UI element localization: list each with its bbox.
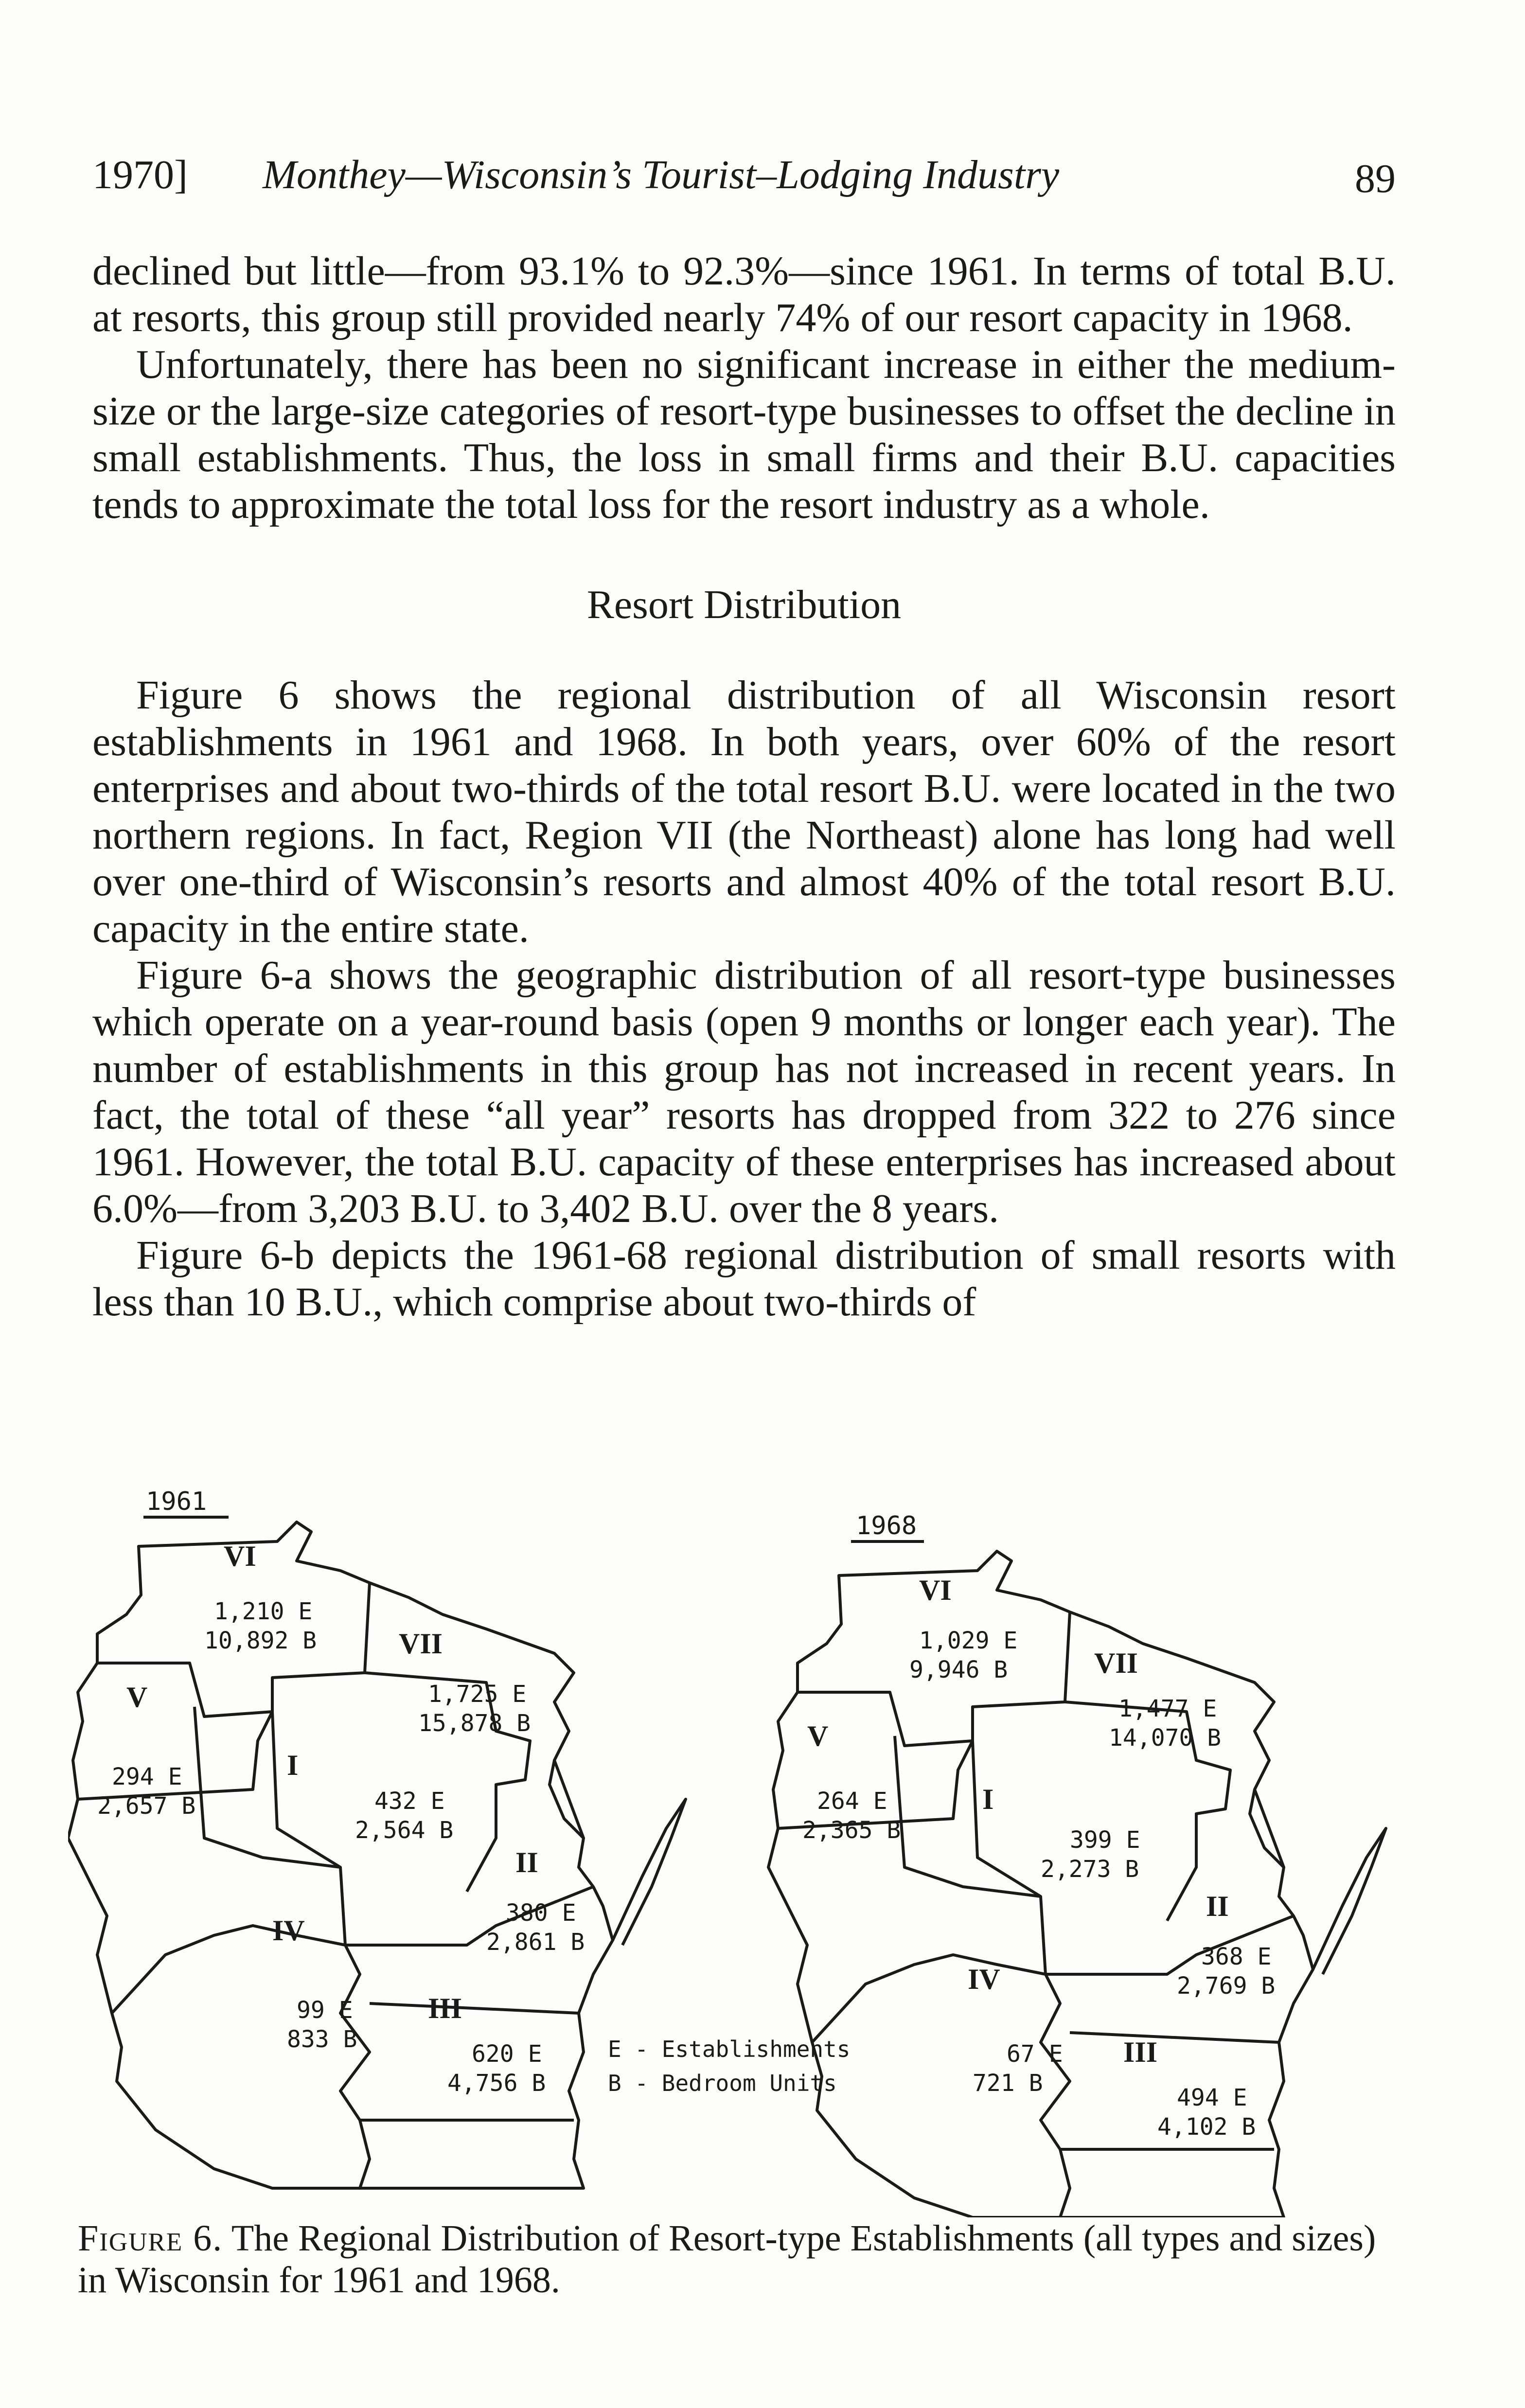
region-bedroom-units: 2,564 B: [355, 1817, 454, 1844]
map-1961-year: 1961: [146, 1488, 207, 1516]
region-numeral: VII: [399, 1628, 443, 1660]
paragraph: Unfortunately, there has been no significant increase in either the medium-size or the large-size categories of resort-type businesses to offset the decline in small establishments. Thus, the loss in small firms and their B.U. capacities tends to approximate the total loss for the resort industry as a whole.: [92, 342, 1396, 527]
region-establishments: 1,477 E: [1118, 1695, 1217, 1722]
region-numeral: VII: [1094, 1647, 1138, 1679]
region-bedroom-units: 15,878 B: [418, 1710, 531, 1737]
running-head: [92, 146, 1396, 204]
page-number: 89: [1355, 156, 1396, 201]
region-establishments: 294 E: [112, 1763, 182, 1790]
region-numeral: I: [287, 1749, 299, 1781]
region-numeral: IV: [272, 1914, 305, 1947]
paragraph: Figure 6 shows the regional distribution of all Wisconsin resort establishments in 1961 and 1968. In both years, over 60% of the resort enterprises and about two-thirds of the total resort B.U. were located in the two northern regions. In fact, Region VII (the Northeast) alone has long had well over one-third of Wisconsin’s resorts and almost 40% of the total resort B.U. capacity in the entire state.: [92, 673, 1396, 951]
region-establishments: 99 E: [297, 1997, 353, 2024]
legend-establishments: E - Establishments: [608, 2036, 851, 2062]
region-establishments: 1,725 E: [428, 1681, 527, 1708]
region-numeral: V: [126, 1681, 148, 1713]
region-bedroom-units: 4,756 B: [447, 2070, 546, 2097]
map-1968-year: 1968: [856, 1511, 917, 1540]
region-numeral: VI: [224, 1540, 256, 1572]
running-title: Monthey—Wisconsin’s Tourist–Lodging Industry: [263, 152, 1060, 197]
legend-bedroom-units: B - Bedroom Units: [608, 2070, 837, 2096]
figure-caption: [78, 2217, 1391, 2301]
paragraph: Figure 6-b depicts the 1961-68 regional distribution of small resorts with less than 10 B.U., which comprise about two-thirds of: [92, 1233, 1396, 1325]
region-establishments: 1,210 E: [214, 1598, 313, 1625]
map-1961-outline: [68, 1522, 686, 2188]
region-establishments: 494 E: [1177, 2084, 1247, 2111]
region-establishments: 67 E: [1007, 2040, 1063, 2068]
region-numeral: II: [515, 1846, 538, 1878]
region-bedroom-units: 2,769 B: [1177, 1972, 1276, 2000]
region-bedroom-units: 833 B: [287, 2026, 357, 2053]
caption-label: Figure 6.: [78, 2218, 223, 2259]
region-bedroom-units: 2,657 B: [97, 1792, 196, 1820]
region-bedroom-units: 4,102 B: [1157, 2113, 1256, 2141]
region-bedroom-units: 2,273 B: [1041, 1856, 1139, 1883]
region-bedroom-units: 2,861 B: [486, 1929, 585, 1956]
region-bedroom-units: 2,365 B: [802, 1817, 901, 1844]
region-establishments: 368 E: [1201, 1943, 1272, 1970]
figure-6: [68, 1488, 1430, 2217]
map-1968-outline: [768, 1551, 1386, 2217]
paragraph: Figure 6-a shows the geographic distribution of all resort-type businesses which operate on a year-round basis (open 9 months or longer each year). The number of establishments in this group has not increased in recent years. In fact, the total of these “all year” resorts has dropped from 322 to 276 since 1961. However, the total B.U. capacity of these enterprises has increased about 6.0%—from 3,203 B.U. to 3,402 B.U. over the 8 years.: [92, 953, 1396, 1231]
section-heading: Resort Distribution: [586, 582, 902, 627]
region-bedroom-units: 14,070 B: [1109, 1724, 1222, 1752]
region-numeral: III: [1123, 2036, 1158, 2068]
region-numeral: I: [982, 1783, 994, 1815]
issue-year: 1970]: [92, 152, 188, 197]
region-numeral: II: [1206, 1890, 1229, 1922]
body-text: [92, 248, 1396, 1326]
region-numeral: III: [428, 1992, 462, 2024]
region-establishments: 264 E: [817, 1788, 887, 1815]
region-bedroom-units: 10,892 B: [204, 1627, 317, 1654]
region-establishments: 399 E: [1070, 1826, 1140, 1854]
region-numeral: V: [807, 1720, 829, 1752]
paragraph: declined but little—from 93.1% to 92.3%—since 1961. In terms of total B.U. at resorts, this group still provided nearly 74% of our resort capacity in 1968.: [92, 248, 1396, 340]
region-numeral: VI: [919, 1574, 952, 1606]
region-establishments: 380 E: [506, 1899, 576, 1927]
region-numeral: IV: [968, 1963, 1000, 1995]
region-bedroom-units: 9,946 B: [909, 1656, 1008, 1683]
caption-text: The Regional Distribution of Resort-type Establishments (all types and sizes) in Wisconsin for 1961 and 1968.: [78, 2218, 1376, 2301]
region-establishments: 432 E: [374, 1788, 445, 1815]
region-bedroom-units: 721 B: [973, 2070, 1043, 2097]
region-establishments: 1,029 E: [919, 1627, 1018, 1654]
region-establishments: 620 E: [472, 2040, 542, 2068]
wisconsin-maps-figure: [68, 1488, 1430, 2217]
